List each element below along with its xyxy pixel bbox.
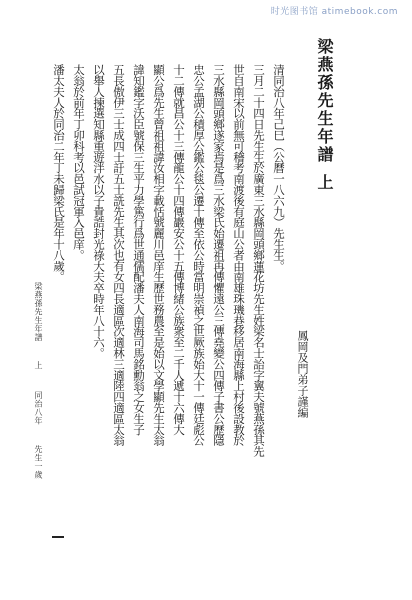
body-column-6: 十二傳就昌公十三傳龍公十四傳巖安公十五傳博緒公族衆至二千人遞十六傳大 — [172, 64, 186, 435]
margin-volume: 上 — [34, 361, 43, 370]
watermark: 时光图书馆 atimebook.com — [270, 7, 398, 17]
body-column-7: 顯公爲先生曾祖祖諱汝相字載恬號麗川邑庠生歷世務農至是始以文學顯先生太翁 — [152, 64, 166, 446]
body-column-4: 三水縣岡頭鄉遂家焉是爲三水梁氏始遷祖再傳懼遠公三傳堯變公四傳子書公歷隱 — [212, 64, 226, 446]
body-column-10: 以舉人揀選知縣重遊泮水以子貴誥封光祿大夫卒時年八十六。 — [92, 64, 106, 359]
title-text: 梁燕孫先生年譜 — [315, 38, 334, 164]
page-number-mark — [52, 536, 64, 538]
volume-label: 上 — [315, 174, 334, 192]
margin-running-head — [34, 282, 42, 479]
body-column-2: 三月二十四日先生生於廣東三水縣岡頭鄉蓮花坊先生姓梁名士詒字翼夫號燕孫其先 — [252, 64, 266, 457]
page-title — [316, 38, 332, 192]
body-column-9: 五長傲伊三士成四士訏五士詵先生其次也有女四長適區次適林三適陸四適區太翁 — [112, 64, 126, 446]
margin-year: 同治八年 — [34, 391, 43, 425]
body-column-11: 太翁於前年丁卯科考以邑試冠軍入邑庠。 — [72, 64, 86, 261]
body-column-5: 忠公孟湖公積厚公鑑公毯公遷十傳至依公時當明崇禎之世厥族始大十一傳廷彪公 — [192, 64, 206, 446]
body-column-8: 諱知鑑字沃臣號保三生平力學篤行爲世通儒配潘夫人南海司馬銘勳翁之女生子 — [132, 64, 146, 435]
margin-age: 先生一歲 — [34, 444, 43, 479]
body-column-12: 潘太夫人於同治二年丁未歸梁氏是年十八歲。 — [52, 64, 66, 283]
body-column-1: 清同治八年己巳（公曆一八六九）先生生。 — [272, 64, 286, 272]
margin-book-title: 梁燕孫先生年譜 — [34, 282, 43, 342]
author-line: 鳳岡及門弟子謹編 — [296, 330, 309, 418]
body-column-3: 世自南宋以前無可稽考南渡後有庭山公者由南雄珠璣巷移居南海縣上村後設教於 — [232, 64, 246, 446]
